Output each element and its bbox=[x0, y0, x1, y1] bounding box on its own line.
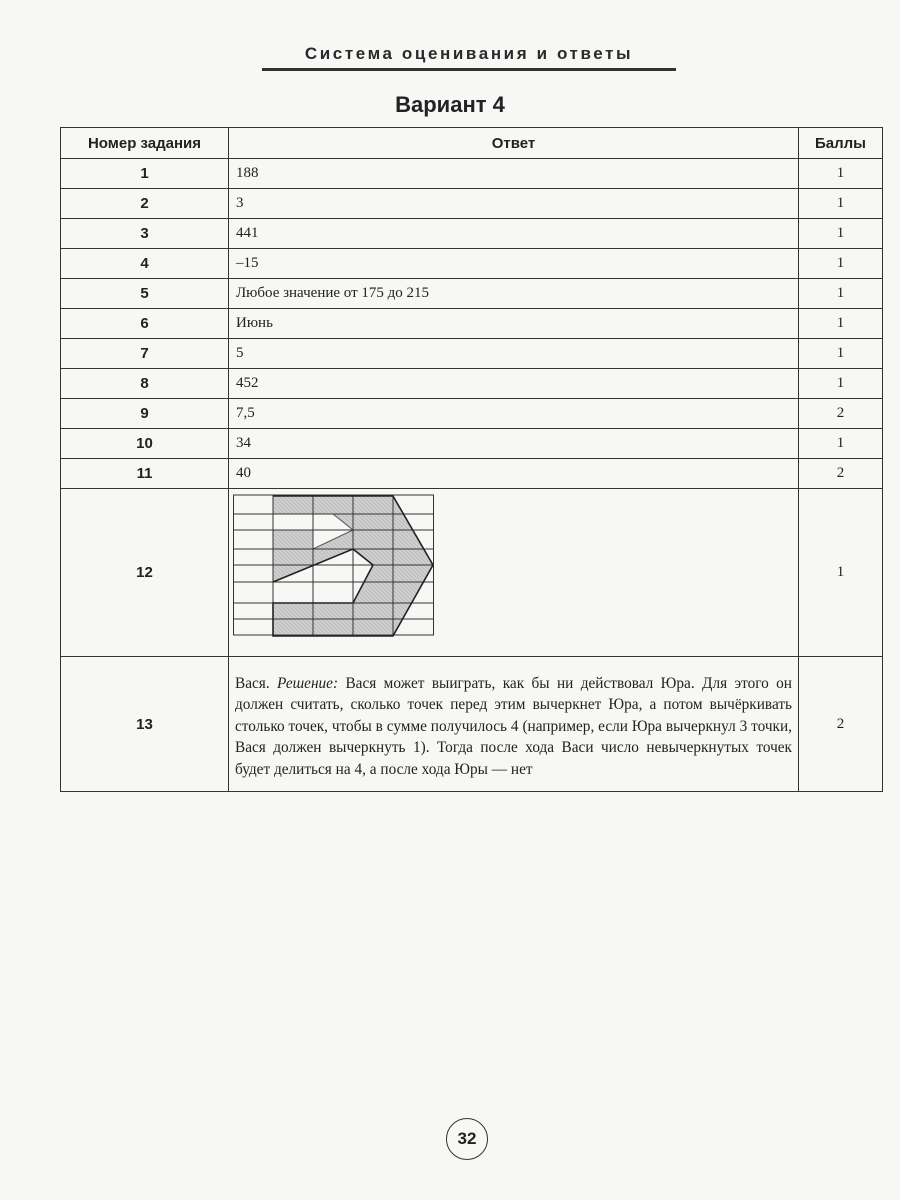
table-row-figure bbox=[61, 489, 883, 657]
table-row bbox=[61, 459, 883, 489]
task-number: 3 bbox=[61, 219, 229, 249]
task-answer: 3 bbox=[229, 189, 799, 219]
task-number: 4 bbox=[61, 249, 229, 279]
solution-text bbox=[235, 673, 792, 780]
task-points: 1 bbox=[799, 369, 883, 399]
task-answer: 188 bbox=[229, 159, 799, 189]
task-points: 1 bbox=[799, 189, 883, 219]
figure-answer bbox=[229, 489, 799, 657]
task-answer: 7,5 bbox=[229, 399, 799, 429]
page-number: 32 bbox=[446, 1118, 488, 1160]
table-row bbox=[61, 429, 883, 459]
task-answer: 452 bbox=[229, 369, 799, 399]
table-row bbox=[61, 219, 883, 249]
task-points: 1 bbox=[799, 159, 883, 189]
task-points: 1 bbox=[799, 279, 883, 309]
solution-lead: Вася. bbox=[235, 674, 278, 692]
task-answer: 441 bbox=[229, 219, 799, 249]
task-points: 1 bbox=[799, 489, 883, 657]
table-row-solution bbox=[61, 657, 883, 792]
task-points: 1 bbox=[799, 219, 883, 249]
task-number: 9 bbox=[61, 399, 229, 429]
task-number: 12 bbox=[61, 489, 229, 657]
table-row bbox=[61, 189, 883, 219]
task-number: 10 bbox=[61, 429, 229, 459]
task-number: 6 bbox=[61, 309, 229, 339]
task-points: 2 bbox=[799, 657, 883, 792]
variant-title: Вариант 4 bbox=[395, 92, 505, 117]
task-answer: 34 bbox=[229, 429, 799, 459]
task-answer: Любое значение от 175 до 215 bbox=[229, 279, 799, 309]
task-answer: –15 bbox=[229, 249, 799, 279]
table-row bbox=[61, 369, 883, 399]
header-points: Баллы bbox=[799, 128, 883, 159]
task-number: 5 bbox=[61, 279, 229, 309]
table-header-row bbox=[61, 128, 883, 159]
answers-table bbox=[60, 127, 883, 792]
task-points: 1 bbox=[799, 429, 883, 459]
table-row bbox=[61, 309, 883, 339]
task-points: 1 bbox=[799, 249, 883, 279]
task-points: 1 bbox=[799, 339, 883, 369]
task-number: 2 bbox=[61, 189, 229, 219]
task-answer: 5 bbox=[229, 339, 799, 369]
task-number: 13 bbox=[61, 657, 229, 792]
solution-label: Решение: bbox=[277, 674, 339, 692]
grid-figure bbox=[233, 494, 443, 646]
task-answer: Июнь bbox=[229, 309, 799, 339]
task-number: 1 bbox=[61, 159, 229, 189]
solution-cell bbox=[229, 657, 799, 792]
task-number: 11 bbox=[61, 459, 229, 489]
task-number: 8 bbox=[61, 369, 229, 399]
table-row bbox=[61, 249, 883, 279]
task-points: 2 bbox=[799, 399, 883, 429]
task-points: 2 bbox=[799, 459, 883, 489]
section-title: Система оценивания и ответы bbox=[304, 44, 634, 63]
table-row bbox=[61, 279, 883, 309]
table-row bbox=[61, 159, 883, 189]
table-row bbox=[61, 399, 883, 429]
header-task-number: Номер задания bbox=[61, 128, 229, 159]
solution-body: Вася может выиграть, как бы ни действовал Юра. Для этого он должен считать, сколько точек перед этим вычеркнет Юра, а потом вычёркивать столько точек, чтобы в сумме получилось 4 (например, если Юра вычеркнул 3 точки, Вася должен вычеркнуть 1). Тогда после хода Васи число невычеркнутых точек будет делиться на 4, а после хода Юры — нет bbox=[235, 674, 792, 778]
task-number: 7 bbox=[61, 339, 229, 369]
header-answer: Ответ bbox=[229, 128, 799, 159]
header-rule bbox=[262, 68, 676, 71]
table-row bbox=[61, 339, 883, 369]
task-points: 1 bbox=[799, 309, 883, 339]
task-answer: 40 bbox=[229, 459, 799, 489]
